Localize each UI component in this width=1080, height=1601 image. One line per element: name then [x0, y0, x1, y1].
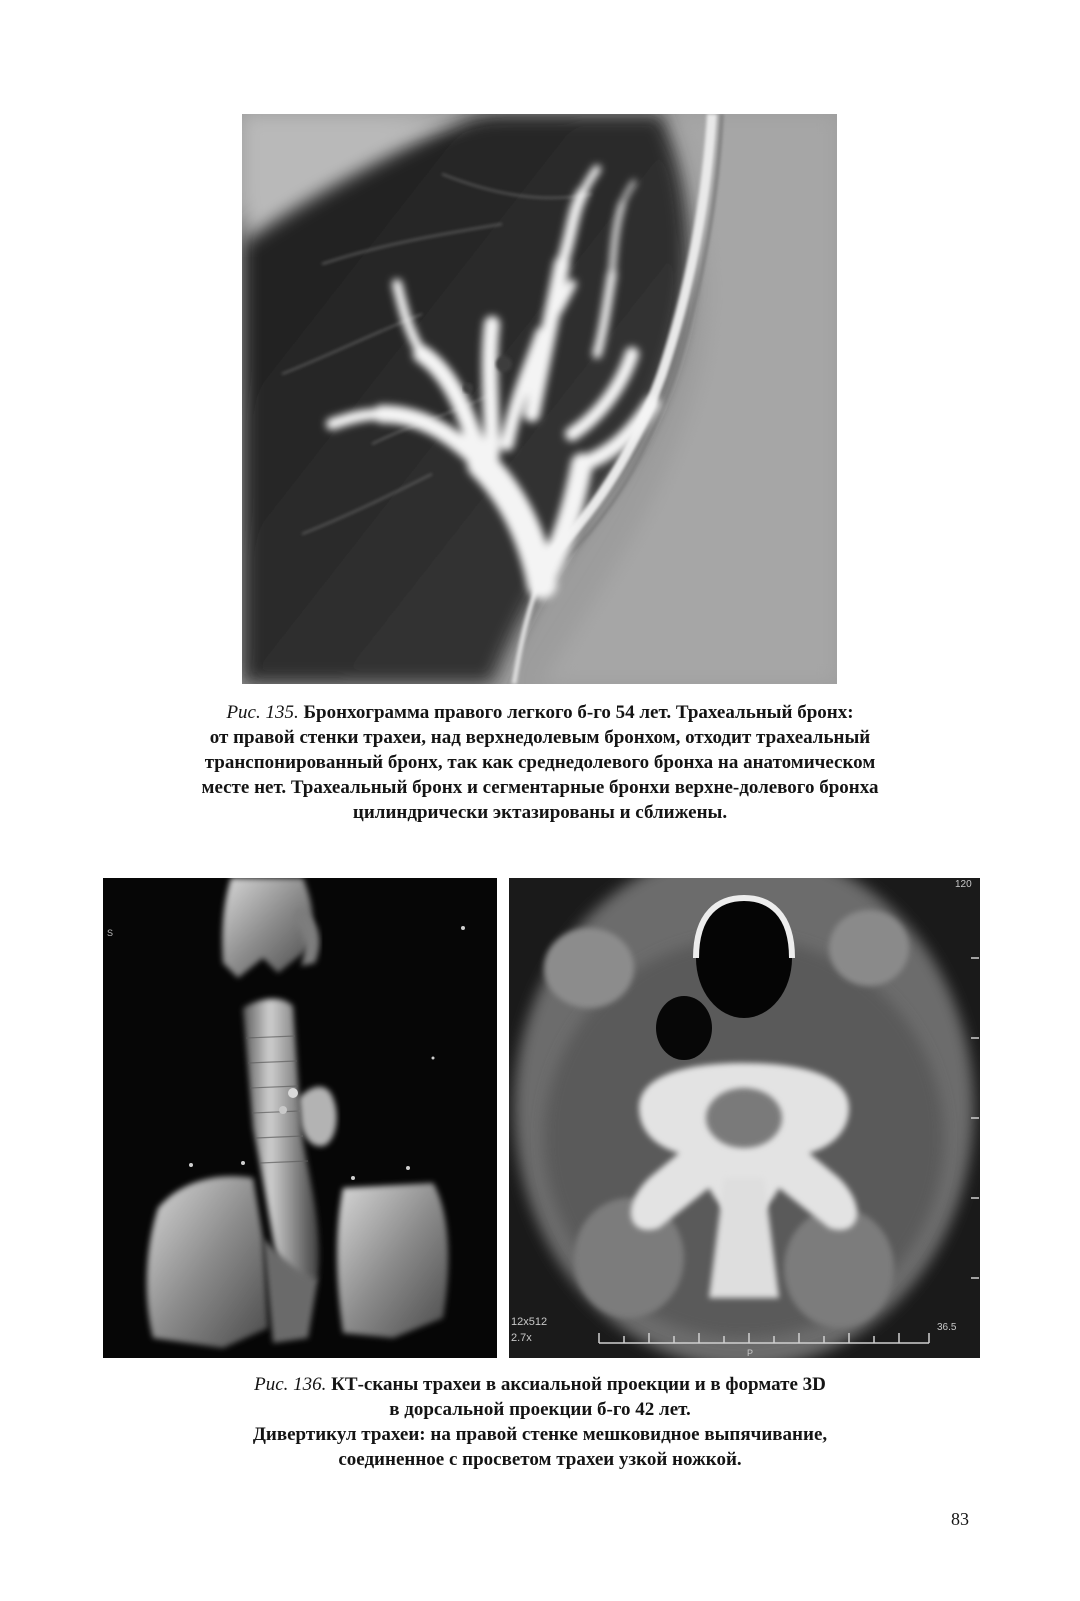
ct-zoom-label: 2.7x	[511, 1332, 532, 1344]
caption-line: месте нет. Трахеальный бронх и сегментарные бронхи верхне-долевого бронха	[201, 777, 879, 798]
figure-label: Рис. 136.	[254, 1374, 327, 1395]
caption-line: соединенное с просветом трахеи узкой ножкой.	[338, 1449, 742, 1470]
caption-line	[100, 1372, 980, 1397]
ct-axial-image	[509, 878, 980, 1358]
orientation-marker: S	[107, 928, 114, 938]
caption-line: в дорсальной проекции б-го 42 лет.	[389, 1399, 691, 1420]
caption-line: от правой стенки трахеи, над верхнедолевым бронхом, отходит трахеальный	[209, 727, 871, 748]
figure-135-caption	[100, 700, 980, 825]
ct-orientation-label: P	[747, 1348, 754, 1358]
caption-line: цилиндрически эктазированы и сближены.	[352, 802, 728, 823]
bronchogram-image	[242, 114, 837, 684]
caption-text: КТ-сканы трахеи в аксиальной проекции и в формате 3D	[331, 1374, 826, 1395]
page-number: 83	[951, 1509, 969, 1529]
caption-line	[100, 700, 980, 725]
ct-slice-label: 120	[955, 879, 972, 890]
caption-text: Бронхограмма правого легкого б-го 54 лет. Трахеальный бронх:	[303, 702, 854, 723]
ct-scale-value: 36.5	[937, 1322, 957, 1333]
bronchogram-xray	[242, 114, 837, 684]
figure-136-caption	[100, 1372, 980, 1472]
trachea-axial-ct	[509, 878, 980, 1358]
ct-matrix-label: 12x512	[511, 1316, 548, 1328]
caption-line: транспонированный бронх, так как среднедолевого бронха на анатомическом	[204, 752, 876, 773]
ct-3d-render-image	[103, 878, 497, 1358]
figure-label: Рис. 135.	[226, 702, 299, 723]
caption-line: Дивертикул трахеи: на правой стенке мешковидное выпячивание,	[252, 1424, 828, 1445]
trachea-3d-render	[103, 878, 497, 1358]
